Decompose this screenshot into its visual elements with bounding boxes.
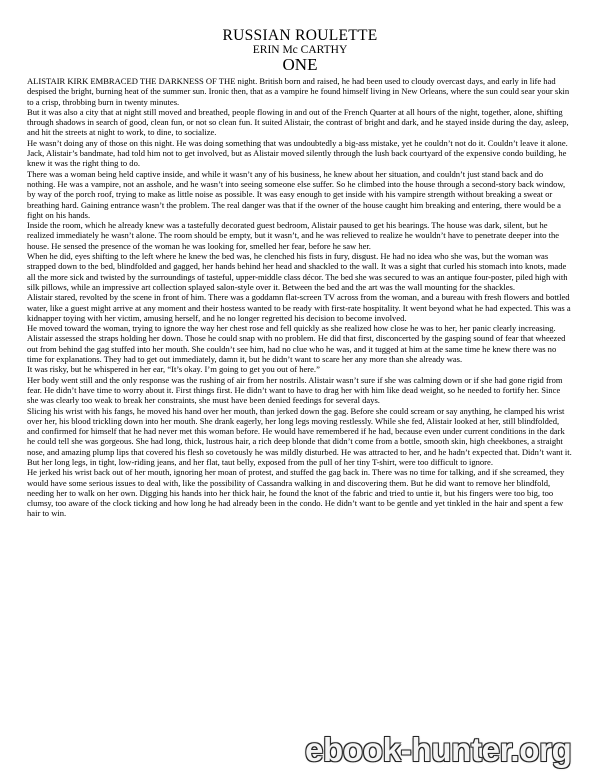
book-author: ERIN Mc CARTHY: [252, 43, 348, 56]
paragraph: But it was also a city that at night still moved and breathed, people flowing in and out of the French Quarter at all hours of the night, together, alone, shifting through shadows in search of good, clean fun, or not so clean fun. It suited Alistair, the contrast of bright and dark, and he stayed inside during the day, asleep, and hit the streets at night to work, to dine, to socialize.: [27, 106, 569, 138]
watermark-tld: .org: [510, 731, 572, 768]
book-title: RUSSIAN ROULETTE: [222, 27, 378, 44]
paragraph: He wasn’t doing any of those on this night. He was doing something that was undoubtedly a big-ass mistake, yet he couldn’t not do it. Couldn’t leave it alone. Jack, Alistair’s bandmate, had told him not to get involved, but as Alistair moved silently through the lush back courtyard of the expensive condo building, he knew it was the right thing to do.: [27, 137, 568, 169]
paragraph: Her body went still and the only response was the rushing of air from her nostrils. Alistair wasn’t sure if she was calming down or if she had gone rigid from fear. He didn’t have time to worry about it. First things first. He didn’t want to have to drag her with him like dead weight, so he needed to fortify her. Since she was clearly too weak to break her constraints, she must have been denied feedings for several days.: [27, 374, 563, 406]
paragraph: Slicing his wrist with his fangs, he moved his hand over her mouth, than jerked down the gag. Before she could scream or say anything, he clamped his wrist over her, his blood trickling down into her mouth. She drank eagerly, her long legs moving restlessly. While she fed, Alistair looked at her, still blindfolded, and confirmed for himself that he had never met this woman before. He would have remembered if he had, because even under current conditions in the dark he could tell she was gorgeous. She had long, thick, lustrous hair, a rich deep blonde that didn’t come from a bottle, smooth skin, high cheekbones, a straight nose, and amazing plump lips that covered his flesh so covetously he was mildly disturbed. He was attracted to her, and he hadn’t expected that. Didn’t want it. But her long legs, in tight, low-riding jeans, and her flat, taut belly, exposed from the pull of her tiny T-shirt, were too difficult to ignore.: [27, 405, 572, 467]
paragraph: When he did, eyes shifting to the left where he knew the bed was, he clenched his fists in fury, disgust. He had no idea who she was, but the woman was strapped down to the bed, blindfolded and gagged, her hands behind her head and shackled to the wall. It was a sight that curled his stomach into knots, made all the more sick and twisted by the surroundings of tasteful, upper-middle class décor. The bed she was secured to was an antique four-poster, piled high with silk pillows, while an impressive art collection splayed salon-style over it. Between the bed and the art was the wall mounting for the shackles.: [27, 251, 568, 292]
paragraph: There was a woman being held captive inside, and while it wasn’t any of his business, he knew about her situation, and couldn’t just stand back and do nothing. He was a vampire, not an asshole, and he wasn’t into seeing someone else suffer. So he climbed into the house through a second-story back window, by way of the porch roof, trying to make as little noise as possible. It was easy enough to get inside with his vampire strength without breaking a sweat or breathing hard. Gaining entrance wasn’t the problem. The real danger was that if the owner of the house caught him breaking and entering, there would be a fight on his hands.: [27, 168, 566, 220]
chapter-body: [27, 76, 573, 519]
paragraph: It was risky, but he whispered in her ear, “It’s okay. I’m going to get you out of here.”: [27, 364, 320, 375]
paragraph: He jerked his wrist back out of her mouth, ignoring her moan of protest, and stuffed the gag back in. There was no time for talking, and if she screamed, they would have some serious issues to deal with, like the possibility of Cassandra walking in and discovering them. But he did want to remove her blindfold, needing her to walk on her own. Digging his hands into her thick hair, he found the knot of the fabric and tried to untie it, but his fingers were too big, too clumsy, too aware of the clock ticking and how long he had already been in the condo. He didn’t want to be gentle and yet tinkled in the hair and spent a few hair to win.: [27, 467, 565, 519]
paragraph: Alistair stared, revolted by the scene in front of him. There was a goddamn flat-screen TV across from the woman, and a bureau with fresh flowers and bottled water, like a guest might arrive at any moment and their hostess wanted to be ready with first-rate hospitality. It went beyond what he had expected. This was a kidnapper toying with her victim, amusing herself, and he no longer regretted his decision to become involved.: [27, 292, 571, 323]
watermark-name: ebook-hunter: [305, 731, 511, 768]
paragraph: ALISTAIR KIRK EMBRACED THE DARKNESS OF THE night. British born and raised, he had been used to cloudy overcast days, and early in life had despised the bright, burning heat of the summer sun. Ironic then, that as a vampire he found himself living in New Orleans, where the sun could sear your skin to a crisp, throbbing burn in twenty minutes.: [27, 76, 570, 107]
chapter-heading: ONE: [282, 55, 318, 74]
paragraph: Inside the room, which he already knew was a tastefully decorated guest bedroom, Alistair paused to get his bearings. The house was dark, silent, but he realized immediately he wasn’t alone. The room should be empty, but it wasn’t, and he was relieved to realize he wouldn’t have to penetrate deeper into the house. He sensed the presence of the woman he was looking for, smelled her fear, before he saw her.: [27, 220, 560, 251]
document-header: [0, 28, 600, 73]
site-watermark: [305, 732, 572, 768]
paragraph: He moved toward the woman, trying to ignore the way her chest rose and fell quickly as she realized how close he was to her, her panic clearly increasing. Alistair assessed the straps holding her down. Those he could snap with no problem. He did that first, disconcerted by the gasping sound of fear that wheezed out from behind the gag stuffed into her mouth. She couldn’t see him, had no clue who he was, and it tugged at him at the same time he knew there was no time for explanations. They had to get out immediately, damn it, but he didn’t want to scare her any more than she already was.: [27, 323, 566, 365]
